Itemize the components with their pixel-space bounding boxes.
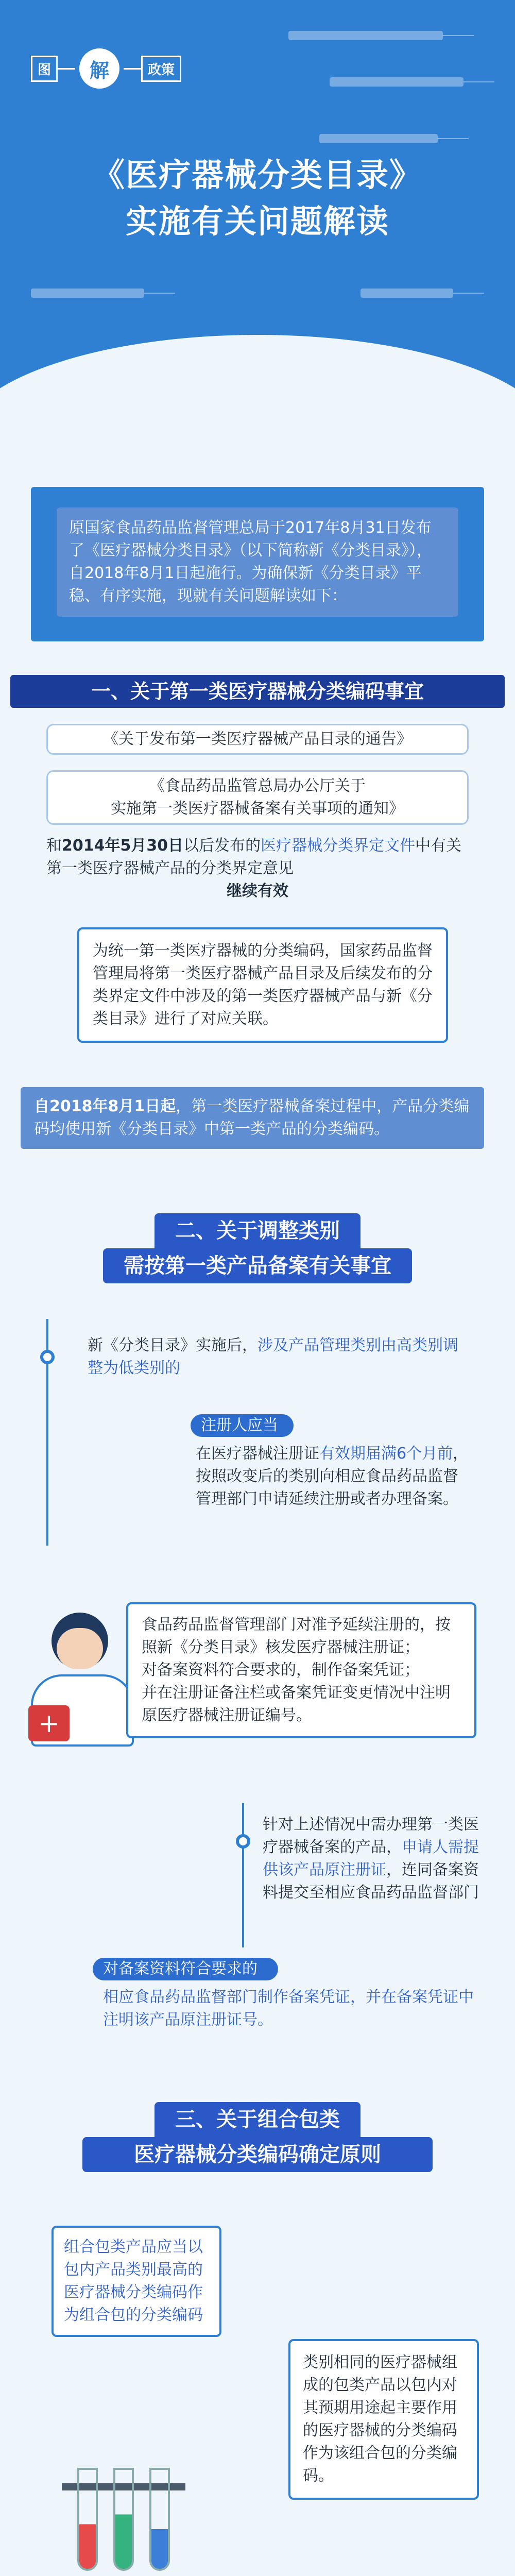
section2-tag-registrant: 注册人应当 (191, 1414, 294, 1437)
timeline-line (242, 1803, 244, 1947)
section1-body: 为统一第一类医疗器械的分类编码，国家药品监督管理局将第一类医疗器械产品目录及后续发布的分类界定文件中涉及的第一类医疗器械产品与新《分类目录》进行了对应关联。 (77, 927, 448, 1043)
section2-tag-eligible: 对备案资料符合要求的 (93, 1958, 278, 1980)
page-title-line1: 《医疗器械分类目录》 (92, 156, 422, 194)
header-wave (0, 335, 515, 443)
test-tube-icon (149, 2468, 170, 2571)
doctor-illustration (21, 1607, 144, 1752)
page-title-line2: 实施有关问题解读 (125, 202, 389, 240)
intro-text: 原国家食品药品监督管理总局于2017年8月31日发布了《医疗器械分类目录》（以下简称新《分类目录》），自2018年8月1日起施行。为确保新《分类目录》平稳、有序实施，现就有关问题解读如下： (57, 507, 458, 617)
timeline-dot (40, 1350, 55, 1364)
section3-heading-l1: 三、关于组合包类 (154, 2102, 360, 2137)
section2-p1: 新《分类目录》实施后，涉及产品管理类别由高类别调整为低类别的 (88, 1336, 458, 1377)
header-banner (0, 0, 515, 443)
quote2-line1: 《食品药品监管总局办公厅关于 (149, 777, 366, 795)
section1-heading: 一、关于第一类医疗器械分类编码事宜 (10, 675, 505, 708)
section3-heading-l2: 医疗器械分类编码确定原则 (82, 2137, 433, 2172)
section2-heading-l1: 二、关于调整类别 (154, 1213, 360, 1248)
section3-left: 组合包类产品应当以包内产品类别最高的医疗器械分类编码作为组合包的分类编码 (52, 2226, 221, 2337)
section1-quote1: 《关于发布第一类医疗器械产品目录的通告》 (46, 724, 469, 755)
logo-seal: 解 (79, 48, 119, 89)
logo-left: 图 (31, 56, 58, 82)
timeline-dot (236, 1834, 250, 1849)
section2-p3-a: 食品药品监督管理部门对准予延续注册的，按照新《分类目录》核发医疗器械注册证； (142, 1616, 451, 1656)
section2-p3-b: 对备案资料符合要求的，制作备案凭证； (142, 1661, 420, 1679)
test-tube-icon (113, 2468, 134, 2571)
section3-right: 类别相同的医疗器械组成的包类产品以包内对其预期用途起主要作用的医疗器械的分类编码作为该组合包的分类编码。 (288, 2339, 479, 2500)
section2-p4: 针对上述情况中需办理第一类医疗器械备案的产品，申请人需提供该产品原注册证，连同备案资料提交至相应食品药品监督部门 (263, 1816, 479, 1902)
syringe-graphic (360, 289, 453, 298)
section1-validity: 和2014年5月30日以后发布的医疗器械分类界定文件中有关第一类医疗器械产品的分类界定意见 继续有效 (46, 835, 469, 903)
test-tube-icon (77, 2468, 98, 2571)
section2-heading-l2: 需按第一类产品备案有关事宜 (103, 1248, 412, 1283)
section2-p5: 相应食品药品监督部门制作备案凭证，并在备案凭证中注明该产品原注册证号。 (103, 1988, 474, 2029)
section1-quote2 (46, 770, 469, 825)
first-aid-icon: + (28, 1705, 70, 1741)
section2-p3-c: 并在注册证备注栏或备案凭证变更情况中注明原医疗器械注册证编号。 (142, 1684, 451, 1724)
section1-from: 自2018年8月1日起，第一类医疗器械备案过程中，产品分类编码均使用新《分类目录》中第一类产品的分类编码。 (21, 1087, 484, 1149)
syringe-graphic (330, 77, 464, 87)
syringe-graphic (288, 31, 443, 40)
section2-p3-box (126, 1602, 476, 1738)
syringe-graphic (31, 289, 144, 298)
section1-valid: 继续有效 (227, 882, 288, 900)
logo (31, 54, 181, 83)
syringe-graphic (319, 134, 438, 143)
logo-right: 政策 (141, 56, 181, 82)
section2-p2: 在医疗器械注册证有效期届满6个月前，按照改变后的类别向相应食品药品监督管理部门申请延续注册或者办理备案。 (196, 1445, 469, 1508)
quote2-line2: 实施第一类医疗器械备案有关事项的通知》 (111, 800, 404, 818)
test-tubes-illustration (62, 2463, 185, 2576)
